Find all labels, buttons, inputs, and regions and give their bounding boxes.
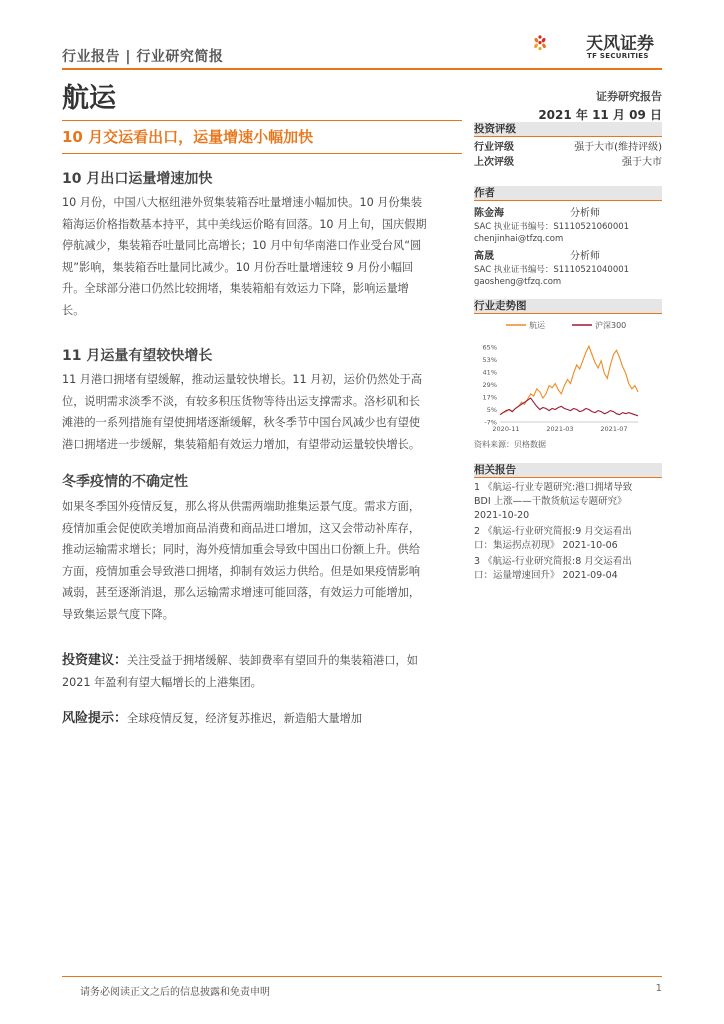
text-line: 方面，疫情加重会导致港口拥堵，抑制有效运力供给。但是如果疫情影响 (62, 564, 421, 578)
y-tick-label: 29% (482, 381, 497, 390)
rating-title: 投资评级 (474, 122, 662, 137)
text-line: 港口拥堵进一步缓解，集装箱船有效运力增加，有望带动运量较快增长。 (62, 437, 421, 451)
author-panel (474, 186, 662, 288)
legend-label: 航运 (529, 321, 545, 330)
report-title: 10 月交运看出口，运量增速小幅加快 (62, 128, 314, 146)
section-body-2 (62, 369, 462, 455)
header-divider (62, 68, 662, 70)
trend-chart (474, 314, 662, 436)
related-item[interactable]: 1 《航运-行业专题研究:港口拥堵导致 BDI 上涨——干散货航运专题研究》 2021-10-20 (474, 482, 633, 521)
text-line: 停航减少，集装箱吞吐量同比高增长；10 月中旬华南港口作业受台风“圆 (62, 239, 422, 252)
text-line: 如果冬季国外疫情反复，那么将从供需两端助推集运景气度。需求方面， (62, 500, 421, 513)
y-tick-label: 41% (482, 368, 497, 377)
author-name: 高晟 (474, 251, 494, 262)
y-tick-label: -7% (484, 418, 497, 427)
related-item[interactable]: 3 《航运-行业研究简报:8 月交运看出 口：运量增速回升》 2021-09-04 (474, 556, 632, 581)
report-type: 证券研究报告 (596, 90, 662, 103)
x-tick-label: 2021-07 (600, 425, 628, 433)
section-heading-2: 11 月运量有望较快增长 (62, 348, 213, 364)
x-tick-label: 2021-03 (546, 425, 574, 433)
text-line: 箱海运价格指数基本持平，其中美线运价略有回落。10 月上旬，国庆假期 (62, 217, 427, 231)
text-line: 风险提示：全球疫情反复，经济复苏推迟，新造船大量增加 (62, 711, 362, 726)
author-role: 分析师 (570, 251, 600, 262)
title-divider-top (62, 120, 462, 121)
text-line: 疫情加重会促使欧美增加商品消费和商品进口增加，这又会带动补库存， (62, 521, 421, 535)
text-line: 推动运输需求增长；同时，海外疫情加重会导致中国出口份额上升。供给 (62, 543, 421, 556)
text-line: 减弱，甚至逐渐消退，那么运输需求增速可能回落，有效运力可能增加， (62, 586, 421, 599)
section-heading-3: 冬季疫情的不确定性 (62, 474, 188, 490)
title-divider-bottom (62, 153, 462, 154)
brand-name-en: TF SECURITIES (587, 52, 649, 60)
text-line: 规”影响，集装箱吞吐量同比减少。10 月份吞吐量增速较 9 月份小幅回 (62, 260, 414, 274)
report-category: 行业报告 | 行业研究简报 (62, 49, 224, 65)
author-card (474, 206, 662, 245)
x-tick-label: 2020-11 (492, 425, 520, 433)
footer-disclaimer[interactable]: 请务必阅读正文之后的信息披露和免责申明 (80, 987, 270, 998)
investment-advice (62, 650, 462, 693)
author-email[interactable]: chenjinhai@tfzq.com (474, 234, 564, 244)
y-tick-label: 65% (482, 343, 497, 352)
related-panel (474, 463, 662, 583)
text-line: 导致集运景气度下降。 (62, 607, 174, 621)
chart-source: 资料来源：贝格数据 (474, 440, 546, 449)
y-tick-label: 17% (482, 393, 497, 402)
text-line: 滩港的一系列措施有望使拥堵逐渐缓解，秋冬季节中国台风减少也有望使 (62, 416, 421, 429)
author-cert: SAC 执业证书编号：S1110521060001 (474, 222, 630, 232)
text-line: 位，说明需求淡季不淡，有较多积压货物等待出运支撑需求。洛杉矶和长 (62, 394, 421, 408)
brand-logo (532, 20, 588, 66)
report-date: 2021 年 11 月 09 日 (538, 108, 662, 122)
prev-rating-row: 上次评级 强于大市 (474, 157, 662, 168)
page-number: 1 (655, 983, 662, 994)
text-line: 11 月港口拥堵有望缓解，推动运量较快增长。11 月初，运价仍然处于高 (62, 373, 423, 386)
y-tick-label: 5% (486, 406, 497, 415)
y-tick-label: 53% (482, 356, 497, 365)
trend-title: 行业走势图 (474, 299, 662, 314)
brand-name-cn: 天风证券 (586, 34, 654, 54)
author-email[interactable]: gaosheng@tfzq.com (474, 277, 562, 287)
section-body-1 (62, 192, 462, 321)
related-item[interactable]: 2 《航运-行业研究简报:9 月交运看出 口：集运拐点初现》 2021-10-06 (474, 526, 632, 551)
author-cert: SAC 执业证书编号：S1110521040001 (474, 265, 630, 275)
rating-panel (474, 122, 662, 170)
author-card (474, 249, 662, 288)
risk-warning (62, 708, 462, 730)
section-heading-1: 10 月出口运量增速加快 (62, 171, 213, 187)
text-line: 2021 年盈利有望大幅增长的上港集团。 (62, 675, 262, 689)
footer-divider (62, 976, 662, 977)
author-name: 陈金海 (474, 208, 504, 219)
risk-label: 风险提示： (62, 711, 128, 726)
text-line: 升。全球部分港口仍然比较拥堵，集装箱船有效运力下降，影响运量增 (62, 282, 409, 295)
related-title: 相关报告 (474, 463, 662, 478)
legend-label: 沪深300 (595, 321, 627, 330)
section-body-3 (62, 496, 462, 625)
rating-row: 行业评级 强于大市(维持评级) (474, 142, 662, 153)
author-title: 作者 (474, 186, 662, 201)
trend-panel (474, 299, 662, 314)
text-line: 投资建议：关注受益于拥堵缓解、装卸费率有望回升的集装箱港口，如 (62, 653, 418, 668)
sector-title: 航运 (62, 83, 116, 114)
text-line: 长。 (62, 303, 85, 317)
flower-logo-icon (533, 35, 546, 50)
text-line: 10 月份，中国八大枢纽港外贸集装箱吞吐量增速小幅加快。10 月份集装 (62, 196, 423, 209)
investment-label: 投资建议： (62, 653, 128, 668)
series-line-csi300 (500, 398, 638, 416)
author-role: 分析师 (570, 208, 600, 219)
